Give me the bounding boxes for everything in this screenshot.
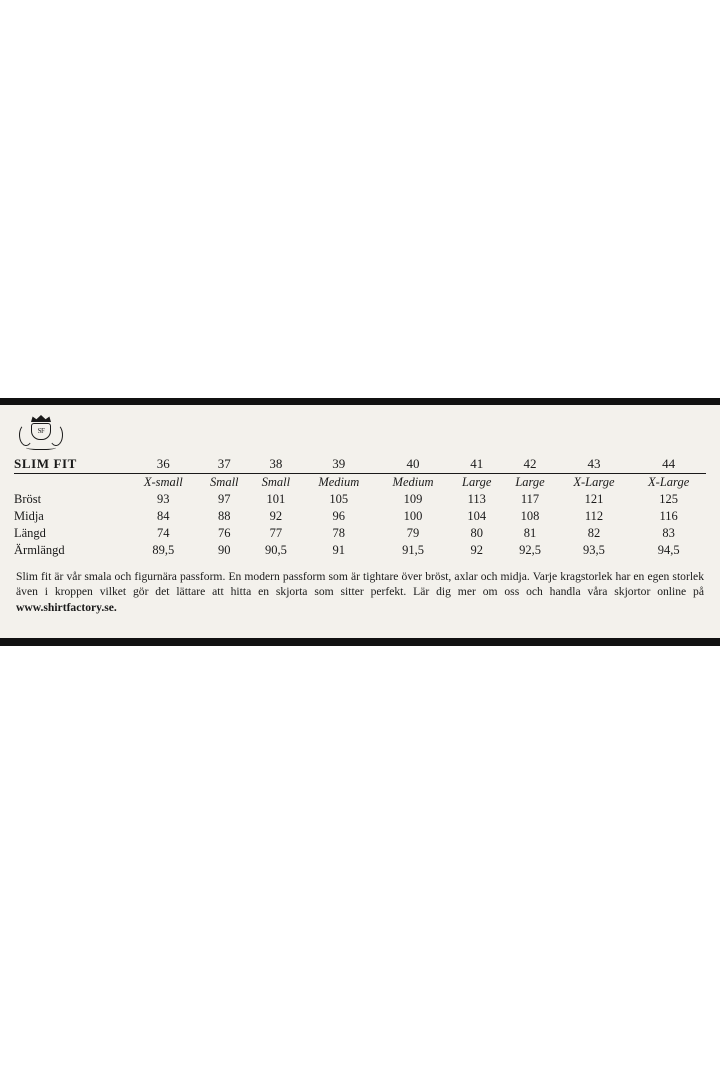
midja-37: 88 xyxy=(218,509,231,523)
brost-43: 121 xyxy=(584,492,604,506)
collar-size-44: 44 xyxy=(631,455,706,474)
table-row-armlangd xyxy=(14,542,706,559)
card-body xyxy=(0,405,720,638)
table-row-brost xyxy=(14,491,706,508)
armlangd-38: 90,5 xyxy=(264,543,287,557)
armlangd-44: 94,5 xyxy=(657,543,680,557)
brost-37: 97 xyxy=(218,492,231,506)
collar-size-42: 42 xyxy=(503,455,556,474)
alpha-size-36: X-small xyxy=(143,475,183,489)
shirtfactory-crest-icon xyxy=(18,415,64,455)
midja-38: 92 xyxy=(269,509,283,523)
collar-size-38: 38 xyxy=(250,455,302,474)
midja-43: 112 xyxy=(584,509,604,523)
langd-41: 80 xyxy=(470,526,483,540)
langd-40: 79 xyxy=(406,526,420,540)
alpha-size-row xyxy=(14,474,706,492)
midja-40: 100 xyxy=(403,509,423,523)
alpha-size-41: Large xyxy=(462,475,492,489)
crown-icon xyxy=(31,415,51,422)
alpha-row-label xyxy=(14,474,128,492)
fit-description xyxy=(14,569,706,615)
armlangd-40: 91,5 xyxy=(402,543,424,557)
langd-36: 74 xyxy=(157,526,170,540)
alpha-size-39: Medium xyxy=(318,475,360,489)
collar-size-40: 40 xyxy=(376,455,450,474)
table-header-row xyxy=(14,455,706,474)
brost-42: 117 xyxy=(520,492,540,506)
armlangd-42: 92,5 xyxy=(519,543,541,557)
langd-39: 78 xyxy=(332,526,346,540)
brost-41: 113 xyxy=(467,492,486,506)
alpha-size-42: Large xyxy=(515,475,545,489)
logo-monogram: SF xyxy=(37,427,45,435)
collar-size-37: 37 xyxy=(199,455,251,474)
langd-42: 81 xyxy=(523,526,537,540)
langd-43: 82 xyxy=(587,526,601,540)
midja-44: 116 xyxy=(659,509,678,523)
logo-row xyxy=(14,413,706,455)
fit-description-text: Slim fit är vår smala och figurnära passform. En modern passform som är tightare över bröst, axlar och midja. Varje kragstorlek har en egen storlek även i kroppen vilket gör det lättare att hitta en skjorta som sitter perfekt. Lär dig mer om oss och handla våra skjortor online på xyxy=(16,570,704,599)
card-bottom-rule xyxy=(0,638,720,646)
collar-size-36: 36 xyxy=(128,455,198,474)
fit-title: SLIM FIT xyxy=(14,455,128,474)
brost-39: 105 xyxy=(329,492,349,506)
armlangd-39: 91 xyxy=(332,543,346,557)
alpha-size-38: Small xyxy=(261,475,291,489)
armlangd-43: 93,5 xyxy=(583,543,605,557)
row-label-midja: Midja xyxy=(14,509,44,523)
website-link[interactable]: www.shirtfactory.se. xyxy=(16,600,117,614)
table-row-langd xyxy=(14,525,706,542)
row-label-brost: Bröst xyxy=(14,492,42,506)
collar-size-41: 41 xyxy=(450,455,503,474)
size-table xyxy=(14,455,706,559)
ribbon-icon xyxy=(26,444,56,450)
midja-42: 108 xyxy=(520,509,540,523)
brost-38: 101 xyxy=(266,492,286,506)
brost-40: 109 xyxy=(403,492,423,506)
collar-size-43: 43 xyxy=(557,455,632,474)
wreath-left-icon xyxy=(19,424,33,446)
midja-41: 104 xyxy=(467,509,487,523)
midja-39: 96 xyxy=(332,509,346,523)
alpha-size-43: X-Large xyxy=(573,475,615,489)
alpha-size-40: Medium xyxy=(392,475,434,489)
brost-36: 93 xyxy=(157,492,170,506)
size-chart-card xyxy=(0,398,720,646)
shield-icon xyxy=(31,423,51,440)
wreath-right-icon xyxy=(49,424,63,446)
alpha-size-44: X-Large xyxy=(648,475,690,489)
midja-36: 84 xyxy=(157,509,170,523)
row-label-langd: Längd xyxy=(14,526,46,540)
collar-size-39: 39 xyxy=(302,455,376,474)
armlangd-36: 89,5 xyxy=(152,543,175,557)
langd-38: 77 xyxy=(269,526,283,540)
row-label-armlangd: Ärmlängd xyxy=(14,543,65,557)
armlangd-41: 92 xyxy=(470,543,483,557)
alpha-size-37: Small xyxy=(210,475,239,489)
card-top-rule xyxy=(0,398,720,405)
armlangd-37: 90 xyxy=(218,543,231,557)
langd-44: 83 xyxy=(662,526,675,540)
brost-44: 125 xyxy=(659,492,679,506)
table-row-midja xyxy=(14,508,706,525)
langd-37: 76 xyxy=(218,526,231,540)
